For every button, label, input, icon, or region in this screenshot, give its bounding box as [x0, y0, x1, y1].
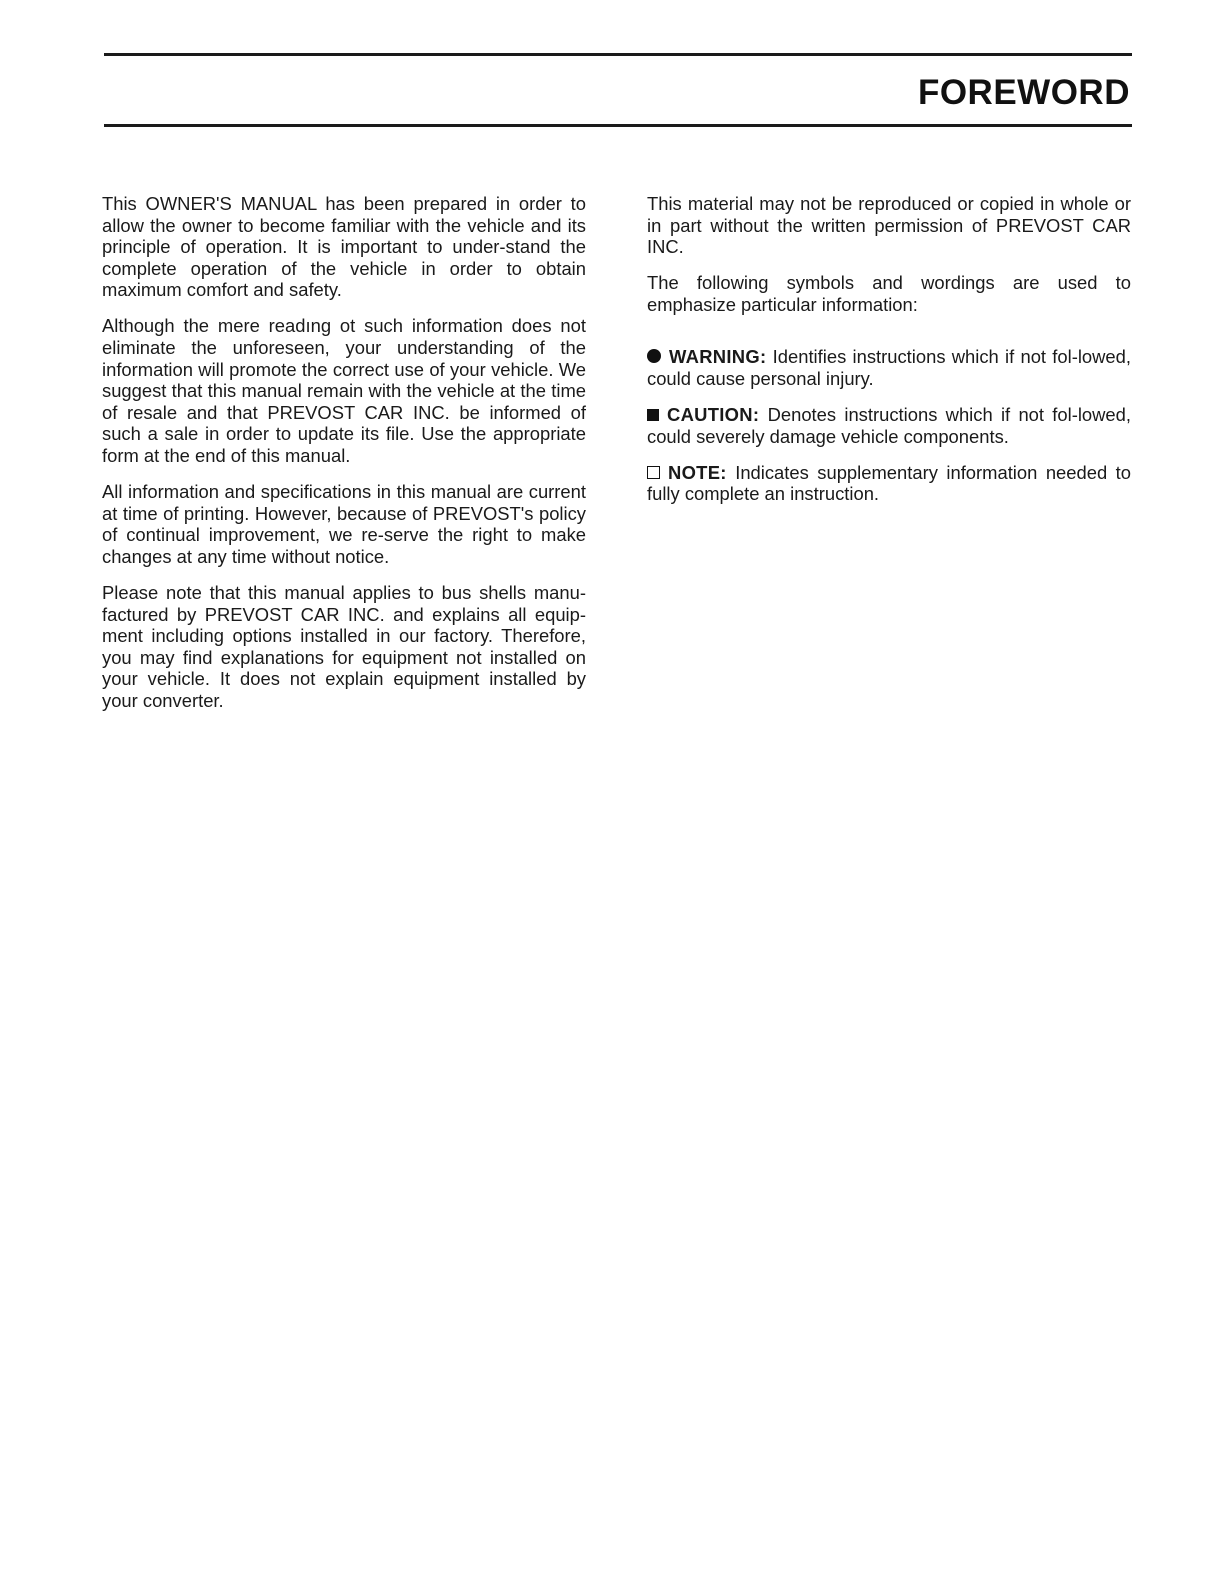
filled-circle-icon — [647, 349, 661, 363]
note-notice — [647, 462, 1131, 505]
header-bottom-rule — [104, 124, 1132, 127]
warning-text: Identifies instructions which if not fol-lowed, could cause personal injury. — [647, 346, 1131, 390]
understanding-paragraph: Although the mere readıng ot such information does not eliminate the unforeseen, your understanding of the information will promote the correct use of your vehicle. We suggest that this manual remain with the vehicle at the time of resale and that PREVOST CAR INC. be informed of such a sale in order to update its file. Use the appropriate form at the end of this manual. — [102, 315, 586, 467]
warning-notice — [647, 346, 1131, 389]
empty-square-icon — [647, 466, 660, 479]
intro-paragraph: This OWNER'S MANUAL has been prepared in order to allow the owner to become familiar with the vehicle and its principle of operation. It is important to under-stand the complete operation of the vehicle in order to obtain maximum comfort and safety. — [102, 193, 586, 301]
left-column — [102, 193, 586, 726]
bus-shells-paragraph: Please note that this manual applies to bus shells manu-factured by PREVOST CAR INC. and explains all equip-ment including options installed in our factory. Therefore, you may find explanations for equipment not installed on your vehicle. It does not explain equipment installed by your converter. — [102, 582, 586, 711]
right-column — [647, 193, 1131, 519]
caution-text: Denotes instructions which if not fol-lowed, could severely damage vehicle components. — [647, 404, 1131, 447]
filled-square-icon — [647, 409, 659, 421]
copyright-paragraph: This material may not be reproduced or copied in whole or in part without the written permission of PREVOST CAR INC. — [647, 193, 1131, 258]
header-top-rule — [104, 53, 1132, 56]
specifications-paragraph: All information and specifications in this manual are current at time of printing. However, because of PREVOST's policy of continual improvement, we re-serve the right to make changes at any time without notice. — [102, 481, 586, 567]
note-label: NOTE: — [668, 461, 727, 483]
symbols-intro-paragraph: The following symbols and wordings are used to emphasize particular information: — [647, 272, 1131, 315]
note-text: Indicates supplementary information needed to fully complete an instruction. — [647, 461, 1131, 505]
caution-label: CAUTION: — [667, 404, 760, 426]
warning-label: WARNING: — [669, 346, 767, 368]
page-title: FOREWORD — [917, 73, 1130, 112]
caution-notice — [647, 404, 1131, 447]
